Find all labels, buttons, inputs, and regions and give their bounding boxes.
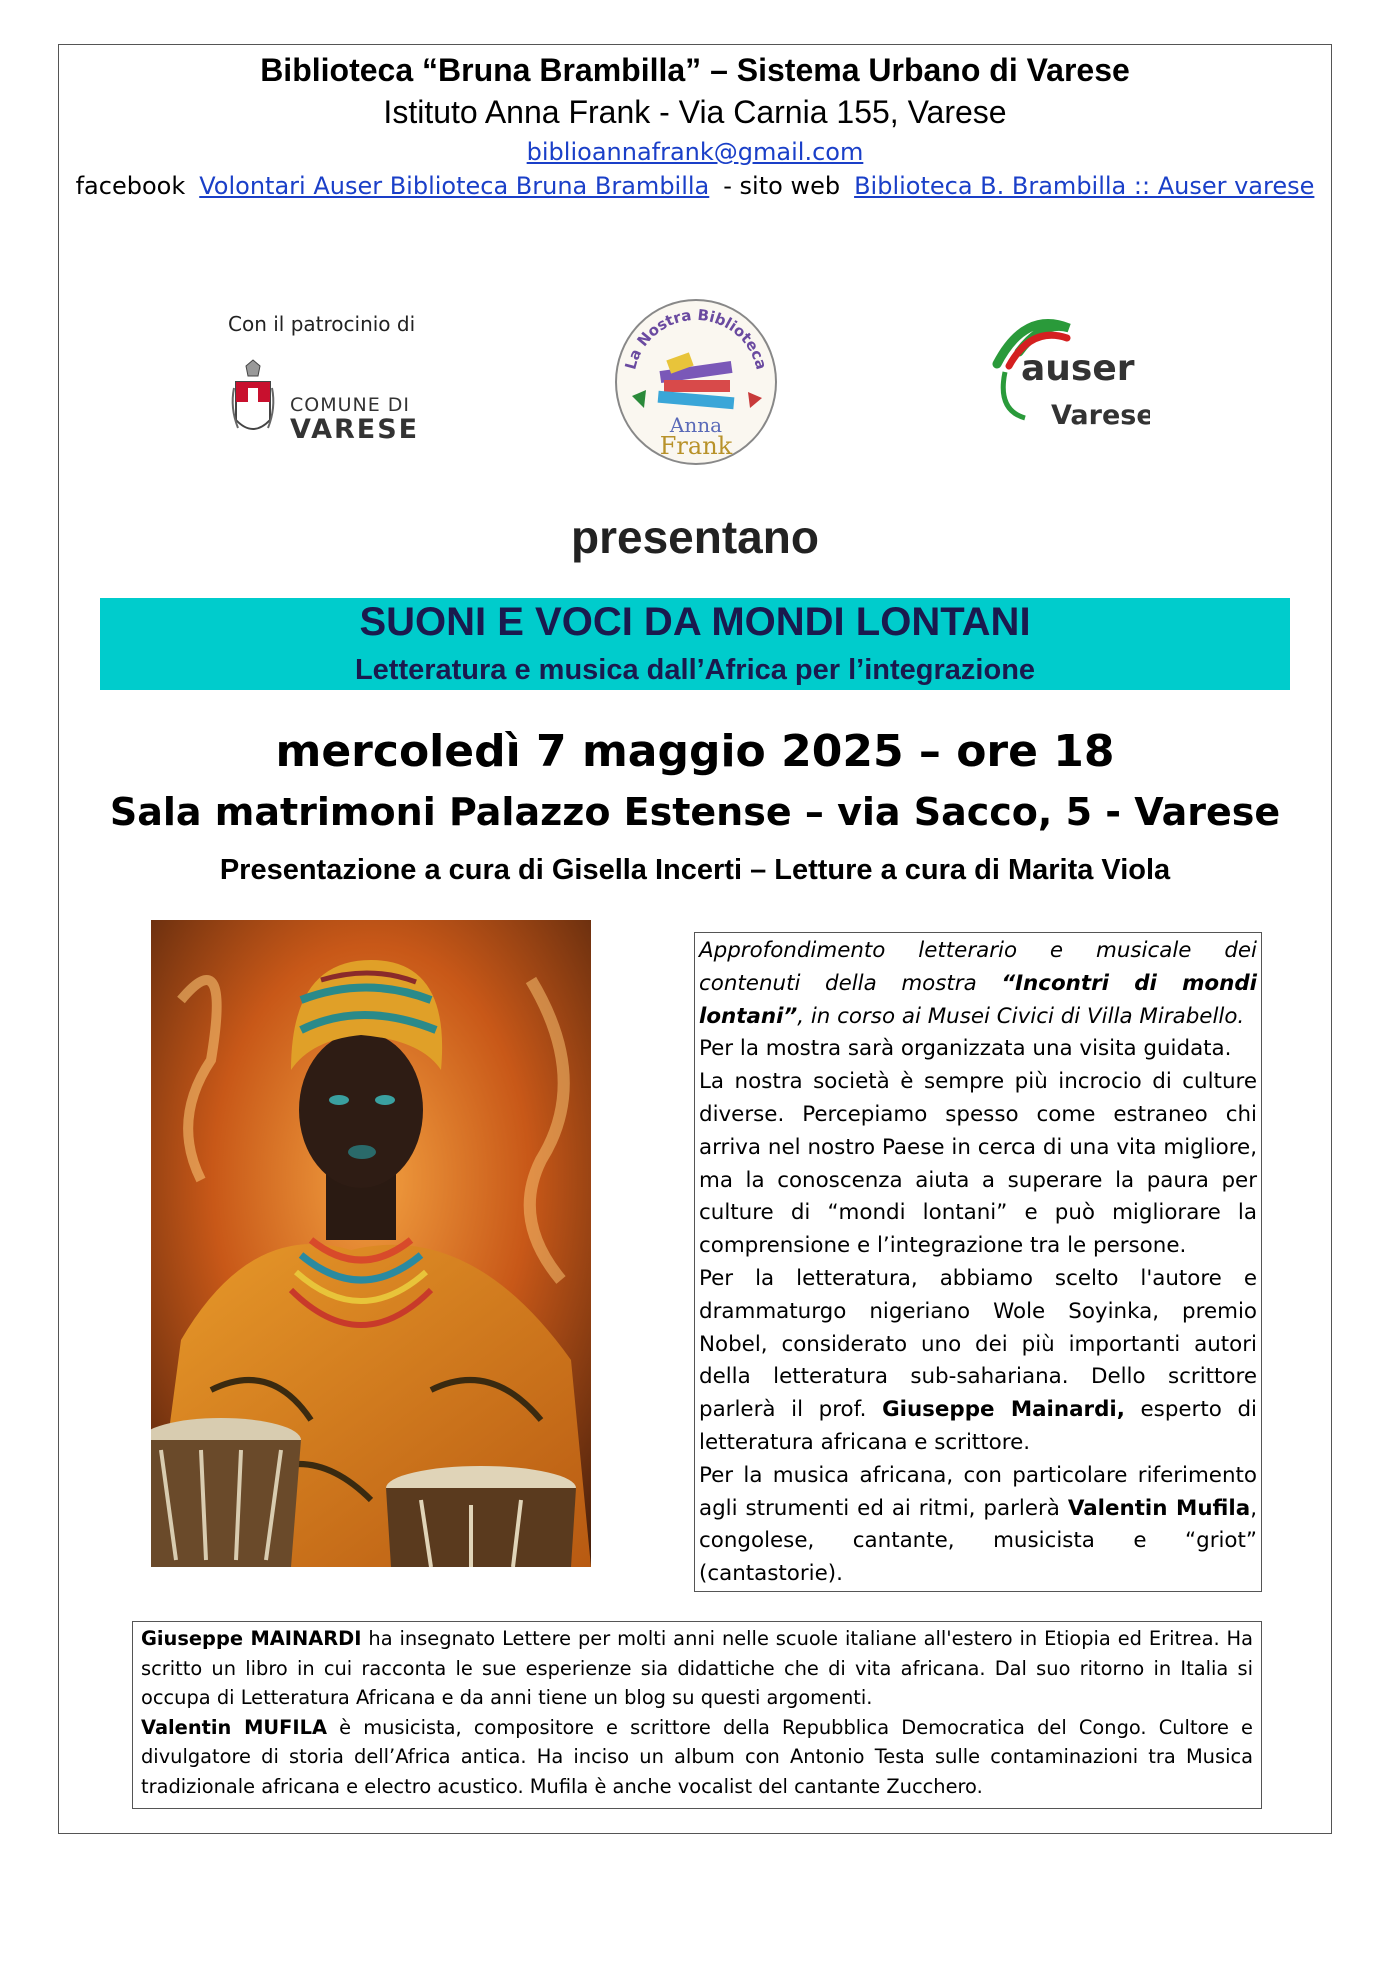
auser-name-text: auser [1021,348,1135,389]
coat-of-arms-icon [228,358,278,448]
email-line [0,138,1390,166]
description-intro: Approfondimento letterario e musicale dei contenuti della mostra “Incontri di mondi lontani”, in corso ai Musei Civici di Villa Mirabello. [699,938,1257,1029]
speaker-mufila: Valentin Mufila [1067,1495,1251,1521]
facebook-label: facebook [75,172,186,200]
event-date: mercoledì 7 maggio 2025 – ore 18 [275,726,1115,777]
site-label: - sito web [723,172,841,200]
auser-city-text: Varese [1051,400,1150,431]
biblioteca-frank-text: Frank [659,432,733,460]
library-address: Istituto Anna Frank - Via Carnia 155, Varese [383,94,1007,130]
description-music: Per la musica africana, con particolare riferimento agli strumenti ed ai ritmi, parlerà Valentin Mufila, congolese, cantante, musicista e “griot” (cantastorie). [699,1462,1257,1587]
bio-mainardi: Giuseppe MAINARDI ha insegnato Lettere per molti anni nelle scuole italiane all'estero in Etiopia ed Eritrea. Ha scritto un libro in cui racconta le sue esperienze sia didattiche che di vita africana. Dal suo ritorno in Italia si occupa di Letteratura Africana e da anni tiene un blog su questi argomenti. [141,1627,1253,1710]
library-title: Biblioteca “Bruna Brambilla” – Sistema Urbano di Varese [260,52,1130,88]
african-woman-drummer-image [151,920,591,1567]
site-link[interactable]: Biblioteca B. Brambilla :: Auser varese [854,172,1315,200]
event-venue: Sala matrimoni Palazzo Estense – via Sacco, 5 - Varese [109,790,1281,834]
presentano-heading: presentano [571,511,819,563]
description-society: La nostra società è sempre più incrocio di culture diverse. Percepiamo spesso come estraneo chi arriva nel nostro Paese in cerca di una vita migliore, ma la conoscenza aiuta a superare la paura per culture di “mondi lontani” e può migliorare la comprensione e l’integrazione tra le persone. [699,1069,1257,1259]
exhibition-title: “Incontri di mondi lontani” [699,970,1257,1029]
event-description-box [694,932,1262,1592]
comune-label: COMUNE DI [290,394,411,416]
event-curators: Presentazione a cura di Gisella Incerti – Letture a cura di Marita Viola [219,854,1171,886]
event-title: SUONI E VOCI DA MONDI LONTANI [359,600,1031,644]
description-guided-tour: Per la mostra sarà organizzata una visita guidata. [699,1036,1232,1062]
biblioteca-anna-frank-logo [612,296,780,468]
description-literature: Per la letteratura, abbiamo scelto l'autore e drammaturgo nigeriano Wole Soyinka, premio Nobel, considerato uno dei più importanti autori della letteratura sub-sahariana. Dello scrittore parlerà il prof. Giuseppe Mainardi, esperto di letteratura africana e scrittore. [699,1265,1257,1455]
email-link[interactable]: biblioannafrank@gmail.com [526,138,864,166]
patrocinio-label: Con il patrocinio di [228,312,416,336]
speaker-bios-box [132,1621,1262,1809]
biblioteca-anna-text: Anna [669,413,723,437]
bio-mufila: Valentin MUFILA è musicista, compositore e scrittore della Repubblica Democratica del Congo. Cultore e divulgatore di storia dell’Africa antica. Ha inciso un album con Antonio Testa sulle contaminazioni tra Musica tradizionale africana e electro acustico. Mufila è anche vocalist del cantante Zucchero. [141,1715,1253,1798]
facebook-link[interactable]: Volontari Auser Biblioteca Bruna Brambilla [199,172,710,200]
speaker-mainardi: Giuseppe Mainardi, [882,1397,1125,1423]
social-links [0,172,1390,200]
biblioteca-arc-text: La Nostra Biblioteca [621,305,771,372]
event-subtitle: Letteratura e musica dall’Africa per l’integrazione [354,654,1036,686]
auser-varese-logo [985,310,1150,435]
varese-label: VARESE [290,414,420,445]
